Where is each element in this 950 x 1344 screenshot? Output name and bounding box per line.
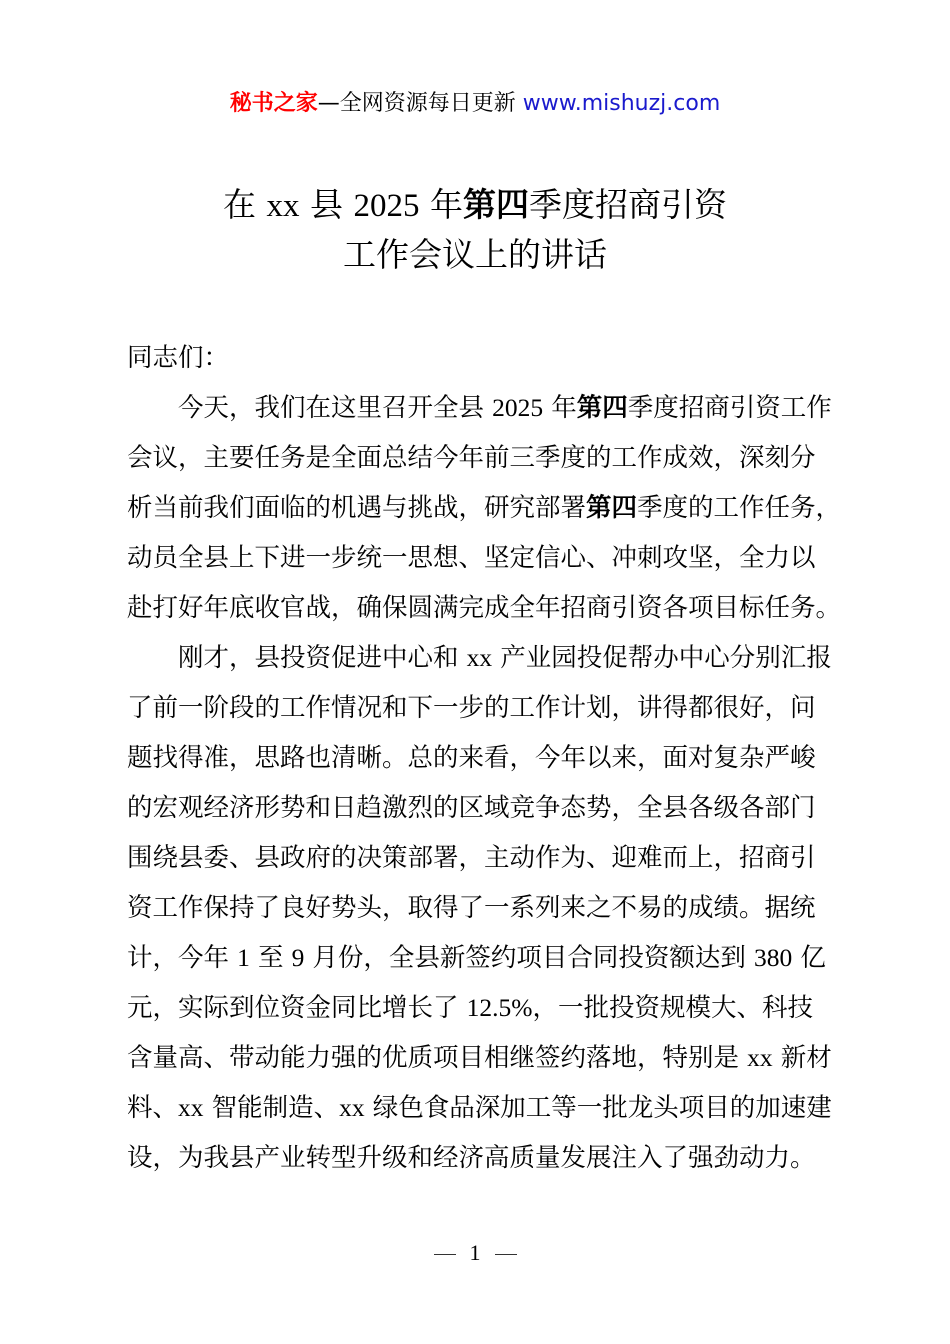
text: 季度的工作任务，: [637, 493, 842, 523]
title-text: 在: [223, 185, 256, 224]
year: 2025: [492, 393, 544, 422]
bold-text: 第四: [586, 493, 638, 523]
body-line: [127, 633, 867, 683]
body-line: [127, 383, 867, 433]
salutation: 同志们：: [127, 343, 230, 373]
text: 绿色食品深加工等一批龙头项目的加速建: [364, 1093, 832, 1123]
title-year: 2025: [353, 188, 420, 224]
text: 智能制造、: [203, 1093, 340, 1123]
body-line: 会议，主要任务是全面总结今年前三季度的工作成效，深刻分: [127, 443, 816, 473]
tagline: —全网资源每日更新: [317, 91, 516, 116]
placeholder-name: xx: [178, 1093, 204, 1122]
number: 1: [237, 943, 250, 972]
placeholder-name: xx: [747, 1043, 773, 1072]
text: 元，实际到位资金同比增长了: [127, 993, 467, 1023]
text: 亿: [792, 943, 826, 973]
brand-name: 秘书之家: [229, 91, 318, 116]
text: 刚才，县投资促进中心和: [178, 643, 467, 673]
page-number-value: 1: [469, 1240, 481, 1265]
text: 至: [249, 943, 292, 973]
text: ，一批投资规模大、科技: [532, 993, 813, 1023]
body-line: 赴打好年底收官战，确保圆满完成全年招商引资各项目标任务。: [127, 593, 842, 623]
body-line: [127, 1033, 867, 1083]
text: 新材: [772, 1043, 832, 1073]
body-line: [127, 983, 867, 1033]
body-line: [127, 1083, 867, 1133]
percentage: 12.5%: [466, 993, 533, 1022]
text: 今天，我们在这里召开全县: [178, 393, 493, 423]
body-line: 题找得准，思路也清晰。总的来看，今年以来，面对复杂严峻: [127, 743, 816, 773]
dash-decoration: [495, 1254, 517, 1255]
body-line: 了前一阶段的工作情况和下一步的工作计划，讲得都很好，问: [127, 693, 816, 723]
body-line: 动员全县上下进一步统一思想、坚定信心、冲刺攻坚，全力以: [127, 543, 816, 573]
text: 季度招商引资工作: [627, 393, 832, 423]
text: 料、: [127, 1093, 179, 1123]
body-line: 资工作保持了良好势头，取得了一系列来之不易的成绩。据统: [127, 893, 816, 923]
number: 380: [754, 943, 793, 972]
number: 9: [291, 943, 305, 972]
document-title-line-1: [0, 180, 950, 231]
title-bold-text: 第四: [463, 185, 529, 224]
bold-text: 第四: [576, 393, 628, 423]
text: 产业园投促帮办中心分别汇报: [492, 643, 832, 673]
title-text: 年: [430, 185, 463, 224]
title-text: 县: [310, 185, 343, 224]
body-line: [127, 483, 867, 533]
document-title-line-2: 工作会议上的讲话: [343, 235, 607, 274]
title-text: 季度招商引资: [529, 185, 727, 224]
document-body: [127, 333, 867, 1183]
title-text: xx: [266, 188, 300, 224]
body-line: 设，为我县产业转型升级和经济高质量发展注入了强劲动力。: [127, 1143, 816, 1173]
text: 含量高、带动能力强的优质项目相继签约落地，特别是: [127, 1043, 748, 1073]
text: 月份，全县新签约项目合同投资额达到: [304, 943, 755, 973]
body-line: 的宏观经济形势和日趋激烈的区域竞争态势，全县各级各部门: [127, 793, 816, 823]
text: 析当前我们面临的机遇与挑战，研究部署: [127, 493, 587, 523]
text: 计，今年: [127, 943, 238, 973]
site-header: [0, 86, 950, 122]
page-number: [0, 1238, 950, 1268]
body-line: 围绕县委、县政府的决策部署，主动作为、迎难而上，招商引: [127, 843, 816, 873]
text: 年: [543, 393, 577, 423]
placeholder-name: xx: [339, 1093, 365, 1122]
site-url-link[interactable]: www.mishuzj.com: [522, 91, 721, 116]
placeholder-name: xx: [466, 643, 493, 672]
body-line: [127, 933, 867, 983]
dash-decoration: [434, 1254, 456, 1255]
